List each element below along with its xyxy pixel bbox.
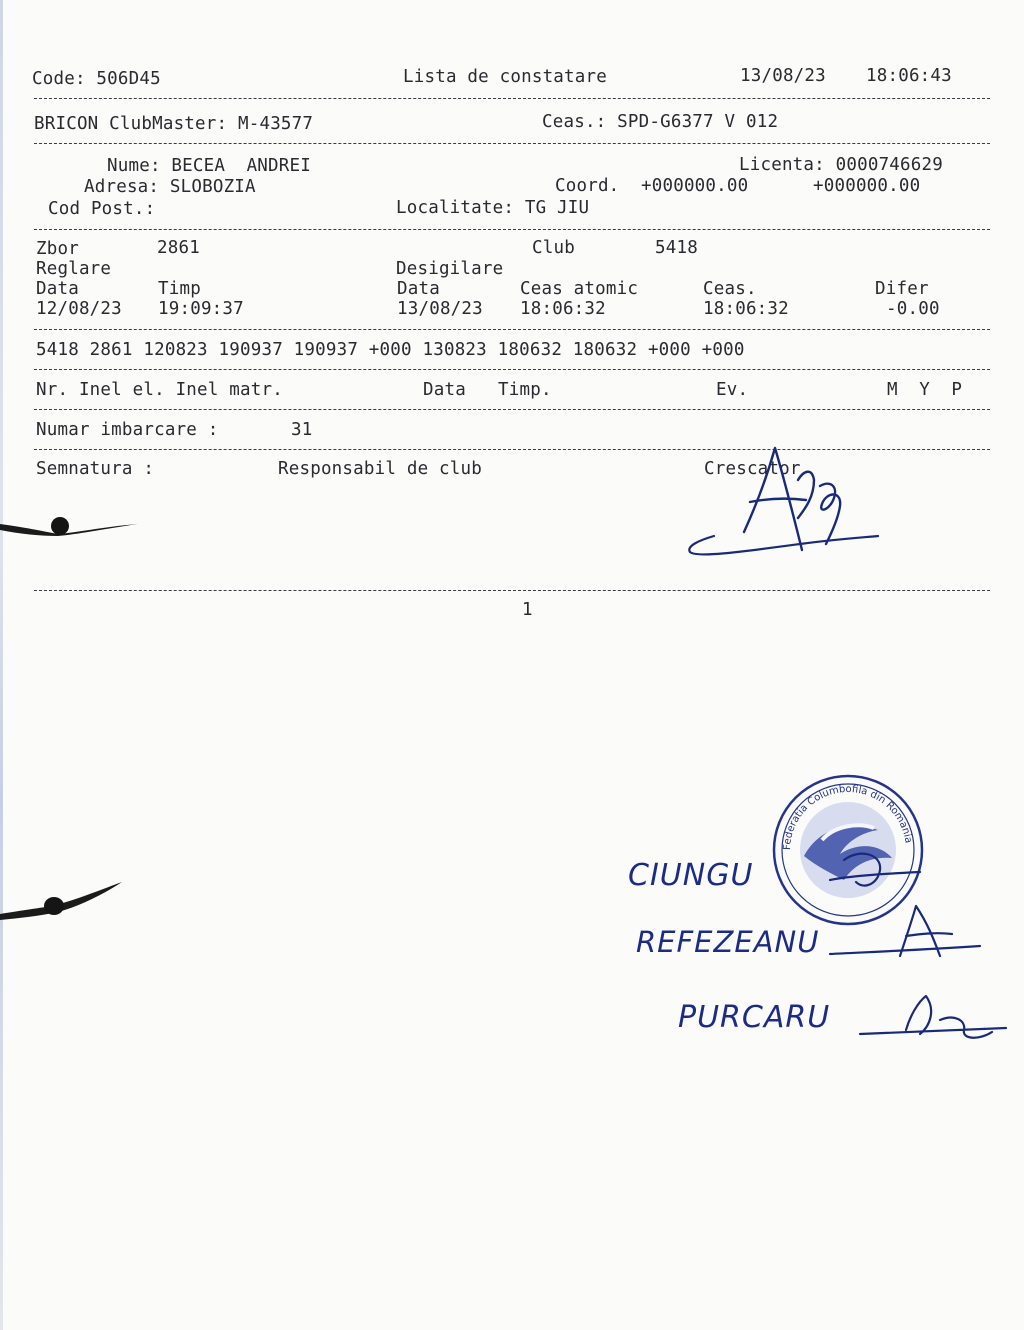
desigilare-label: Desigilare bbox=[396, 259, 504, 279]
handwritten-signature-1: CIUNGU bbox=[628, 858, 754, 893]
numar-imbarcare-value: 31 bbox=[291, 420, 313, 440]
val-difer: -0.00 bbox=[886, 299, 940, 319]
paper-edge bbox=[0, 0, 3, 1330]
val-desigilare-data: 13/08/23 bbox=[397, 299, 483, 319]
document-title: Lista de constatare bbox=[403, 67, 607, 87]
col-difer: Difer bbox=[875, 279, 929, 299]
val-reglare-timp: 19:09:37 bbox=[158, 299, 244, 319]
owner-name: Nume: BECEA ANDREI bbox=[107, 156, 311, 176]
handwritten-signature-3: PURCARU bbox=[678, 1000, 831, 1035]
club-label: Club bbox=[532, 238, 575, 258]
owner-address: Adresa: SLOBOZIA bbox=[84, 177, 256, 197]
punch-hole-mark bbox=[0, 880, 125, 925]
postal-code-label: Cod Post.: bbox=[48, 199, 156, 219]
reglare-label: Reglare bbox=[36, 259, 112, 279]
col-data-reglare: Data bbox=[36, 279, 79, 299]
license-number: Licenta: 0000746629 bbox=[739, 155, 943, 175]
header-time: 18:06:43 bbox=[866, 66, 952, 86]
handwritten-flourish-3 bbox=[860, 990, 1010, 1060]
clock-id: Ceas.: SPD-G6377 V 012 bbox=[542, 112, 779, 132]
club-value: 5418 bbox=[655, 238, 698, 258]
val-ceas: 18:06:32 bbox=[703, 299, 789, 319]
divider bbox=[34, 369, 990, 370]
col-ev: Ev. bbox=[716, 380, 749, 400]
locality: Localitate: TG JIU bbox=[396, 198, 590, 218]
divider bbox=[34, 590, 990, 591]
val-ceas-atomic: 18:06:32 bbox=[520, 299, 606, 319]
page-number: 1 bbox=[522, 600, 533, 620]
code-label: Code: 506D45 bbox=[32, 69, 161, 89]
coord-x: +000000.00 bbox=[641, 176, 749, 196]
breeder-signature bbox=[680, 440, 890, 570]
clubmaster-id: BRICON ClubMaster: M-43577 bbox=[34, 114, 314, 134]
zbor-value: 2861 bbox=[157, 238, 200, 258]
stamp-text: Federatia Columbofila din Romania bbox=[781, 783, 914, 851]
responsabil-label: Responsabil de club bbox=[278, 459, 482, 479]
divider bbox=[34, 229, 990, 230]
col-ring-timp: Timp. bbox=[498, 380, 552, 400]
col-timp: Timp bbox=[158, 279, 201, 299]
semnatura-label: Semnatura : bbox=[36, 459, 155, 479]
zbor-label: Zbor bbox=[36, 239, 79, 259]
col-ceas-atomic: Ceas atomic bbox=[520, 279, 639, 299]
col-myp: M Y P bbox=[887, 380, 963, 400]
col-data-desigilare: Data bbox=[397, 279, 440, 299]
ring-columns: Nr. Inel el. Inel matr. bbox=[36, 380, 283, 400]
coord-y: +000000.00 bbox=[813, 176, 921, 196]
code-line: 5418 2861 120823 190937 190937 +000 130823 180632 180632 +000 +000 bbox=[36, 340, 745, 360]
coord-label: Coord. bbox=[555, 176, 620, 196]
divider bbox=[34, 98, 990, 99]
divider bbox=[34, 409, 990, 410]
header-date: 13/08/23 bbox=[740, 66, 826, 86]
punch-hole-mark bbox=[0, 512, 140, 542]
handwritten-signature-2: REFEZEANU bbox=[636, 925, 820, 959]
col-ceas: Ceas. bbox=[703, 279, 757, 299]
val-reglare-data: 12/08/23 bbox=[36, 299, 122, 319]
numar-imbarcare-label: Numar imbarcare : bbox=[36, 420, 219, 440]
handwritten-flourish-2 bbox=[830, 900, 990, 970]
handwritten-flourish-1 bbox=[820, 840, 950, 900]
divider bbox=[34, 143, 990, 144]
divider bbox=[34, 329, 990, 330]
crescator-label: Crescator bbox=[704, 459, 801, 479]
col-ring-data: Data bbox=[423, 380, 466, 400]
